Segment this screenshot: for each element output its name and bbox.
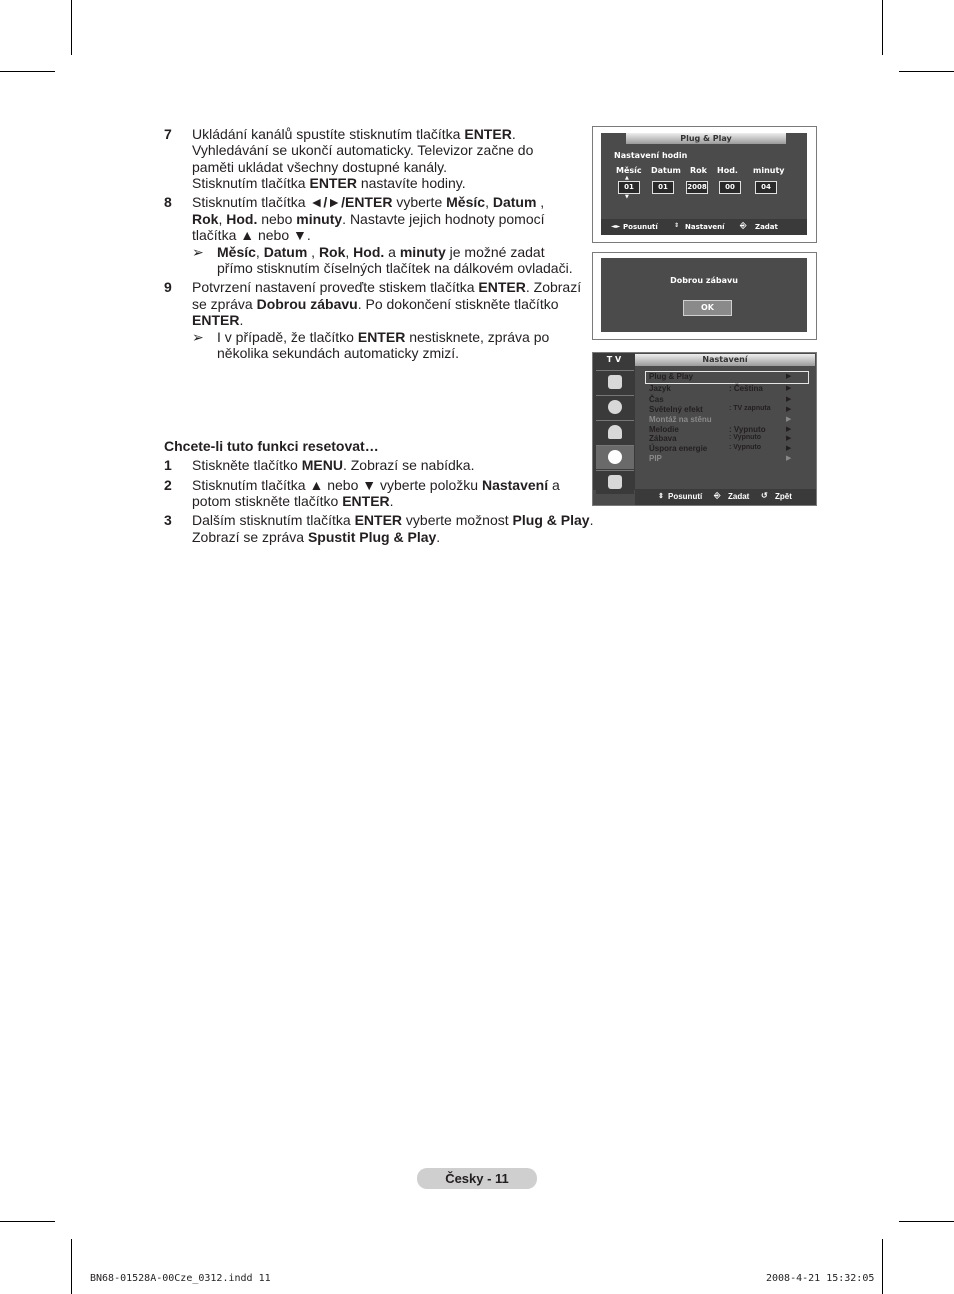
footer-enter: Zadat	[728, 492, 750, 501]
note-line: I v případě, že tlačítko ENTER nestisknete, zpráva po	[217, 329, 550, 345]
note-line: přímo stisknutím číselných tlačítek na dálkovém ovladači.	[217, 260, 573, 276]
setup-menu-icon[interactable]	[596, 445, 634, 469]
menu-item-wall-mount: Montáž na stěnu	[649, 415, 712, 424]
screen-message	[601, 258, 807, 332]
date-field[interactable]: 01	[652, 181, 674, 194]
step-number: 7	[164, 126, 172, 142]
enter-icon: ⎆	[714, 491, 721, 500]
year-field[interactable]: 2008	[686, 181, 708, 194]
crop-mark	[882, 1239, 883, 1294]
menu-item-light-effect[interactable]: Světelný efekt	[649, 405, 703, 414]
date-label: Datum	[651, 166, 681, 175]
screen-subtitle: Nastavení hodin	[614, 151, 688, 160]
footer-move: Posunutí	[668, 492, 703, 501]
step-8-line: Rok, Hod. nebo minuty. Nastavte jejich hodnoty pomocí	[192, 211, 545, 227]
step-8-line: tlačítka ▲ nebo ▼.	[192, 227, 311, 243]
tv-label: T V	[593, 353, 635, 366]
crop-mark	[0, 71, 55, 72]
step-7-line: Stisknutím tlačítka ENTER nastavíte hodiny.	[192, 175, 466, 191]
minute-field[interactable]: 04	[755, 181, 777, 194]
hour-label: Hod.	[717, 166, 738, 175]
submenu-arrow-icon: ▶	[786, 385, 792, 392]
step-number: 2	[164, 477, 172, 493]
submenu-arrow-icon: ▶	[786, 426, 792, 433]
slug-date: 2008-4-21 15:32:05	[766, 1273, 875, 1284]
note-line: Měsíc, Datum , Rok, Hod. a minuty je možné zadat	[217, 244, 545, 260]
screen-title: Plug & Play	[626, 133, 786, 144]
menu-item-language-value: : Čeština	[729, 384, 763, 393]
menu-item-entertainment-value: : Vypnuto	[729, 434, 762, 441]
step-number: 3	[164, 512, 172, 528]
submenu-arrow-icon: ▶	[786, 373, 792, 380]
input-menu-icon[interactable]	[596, 470, 634, 494]
move-icon: ⇕	[658, 493, 664, 500]
footer-enter: Zadat	[755, 223, 778, 231]
menu-item-language[interactable]: Jazyk	[649, 384, 671, 393]
crop-mark	[899, 71, 954, 72]
year-label: Rok	[690, 166, 707, 175]
menu-item-plug-play[interactable]: Plug & Play	[649, 372, 694, 381]
submenu-arrow-icon: ▶	[786, 396, 792, 403]
submenu-arrow-icon: ▶	[786, 445, 792, 452]
footer-adjust: Nastavení	[685, 223, 725, 231]
step-7-line: Vyhledávání se ukončí automaticky. Televizor začne do	[192, 142, 534, 158]
menu-item-entertainment[interactable]: Zábava	[649, 434, 677, 443]
month-label: Měsíc	[616, 166, 642, 175]
crop-mark	[882, 0, 883, 55]
step-7-line: Ukládání kanálů spustíte stisknutím tlačítka ENTER.	[192, 126, 516, 142]
reset-heading: Chcete-li tuto funkci resetovat…	[164, 438, 379, 454]
reset-step-3: Zobrazí se zpráva Spustit Plug & Play.	[192, 529, 441, 545]
screen-clock	[601, 133, 807, 235]
footer-back: Zpět	[775, 492, 792, 501]
adjust-icon: ⇕	[674, 222, 680, 229]
crop-mark	[71, 0, 72, 55]
crop-mark	[71, 1239, 72, 1294]
note-line: několika sekundách automaticky zmizí.	[217, 345, 459, 361]
submenu-arrow-icon: ▶	[786, 406, 792, 413]
picture-menu-icon[interactable]	[596, 370, 634, 394]
submenu-arrow-icon: ▶	[786, 435, 792, 442]
menu-title: Nastavení	[635, 354, 815, 366]
ok-button[interactable]: OK	[683, 300, 732, 316]
crop-mark	[899, 1221, 954, 1222]
reset-step-2: Stisknutím tlačítka ▲ nebo ▼ vyberte položku Nastavení a	[192, 477, 560, 493]
enter-icon: ⎆	[740, 221, 747, 230]
submenu-arrow-icon: ▶	[786, 455, 792, 462]
step-9-line: ENTER.	[192, 312, 244, 328]
up-arrow-icon: ▲	[625, 175, 629, 181]
note-arrow-icon: ➢	[192, 329, 204, 345]
minute-label: minuty	[753, 166, 785, 175]
menu-item-energy-saving-value: : Vypnuto	[729, 444, 762, 451]
step-8-line: Stisknutím tlačítka ◄/►/ENTER vyberte Měsíc, Datum ,	[192, 194, 545, 210]
step-9-line: Potvrzení nastavení proveďte stiskem tlačítka ENTER. Zobrazí	[192, 279, 582, 295]
menu-item-melody-value: : Vypnuto	[729, 425, 766, 434]
month-field[interactable]: 01	[618, 181, 640, 194]
back-icon: ↺	[761, 491, 768, 500]
message-text: Dobrou zábavu	[670, 276, 738, 285]
step-7-line: paměti ukládat všechny dostupné kanály.	[192, 159, 448, 175]
channel-menu-icon[interactable]	[596, 420, 634, 444]
slug-file: BN68-01528A-00Cze_0312.indd 11	[90, 1273, 271, 1284]
page-number: Česky - 11	[417, 1168, 537, 1189]
step-number: 8	[164, 194, 172, 210]
menu-item-light-effect-value: : TV zapnuta	[729, 405, 771, 412]
step-number: 9	[164, 279, 172, 295]
down-arrow-icon: ▼	[625, 194, 629, 200]
submenu-arrow-icon: ▶	[786, 416, 792, 423]
step-number: 1	[164, 457, 172, 473]
menu-item-time[interactable]: Čas	[649, 395, 664, 404]
menu-item-energy-saving[interactable]: Úspora energie	[649, 444, 708, 453]
reset-step-2: potom stiskněte tlačítko ENTER.	[192, 493, 394, 509]
reset-step-3: Dalším stisknutím tlačítka ENTER vyberte možnost Plug & Play.	[192, 512, 594, 528]
reset-step-1: Stiskněte tlačítko MENU. Zobrazí se nabídka.	[192, 457, 475, 473]
menu-item-melody[interactable]: Melodie	[649, 425, 679, 434]
move-icon: ◄►	[611, 223, 621, 230]
note-arrow-icon: ➢	[192, 244, 204, 260]
menu-item-pip: PIP	[649, 454, 662, 463]
hour-field[interactable]: 00	[719, 181, 741, 194]
sound-menu-icon[interactable]	[596, 395, 634, 419]
crop-mark	[0, 1221, 55, 1222]
step-9-line: se zpráva Dobrou zábavu. Po dokončení stiskněte tlačítko	[192, 296, 559, 312]
footer-move: Posunutí	[623, 223, 658, 231]
